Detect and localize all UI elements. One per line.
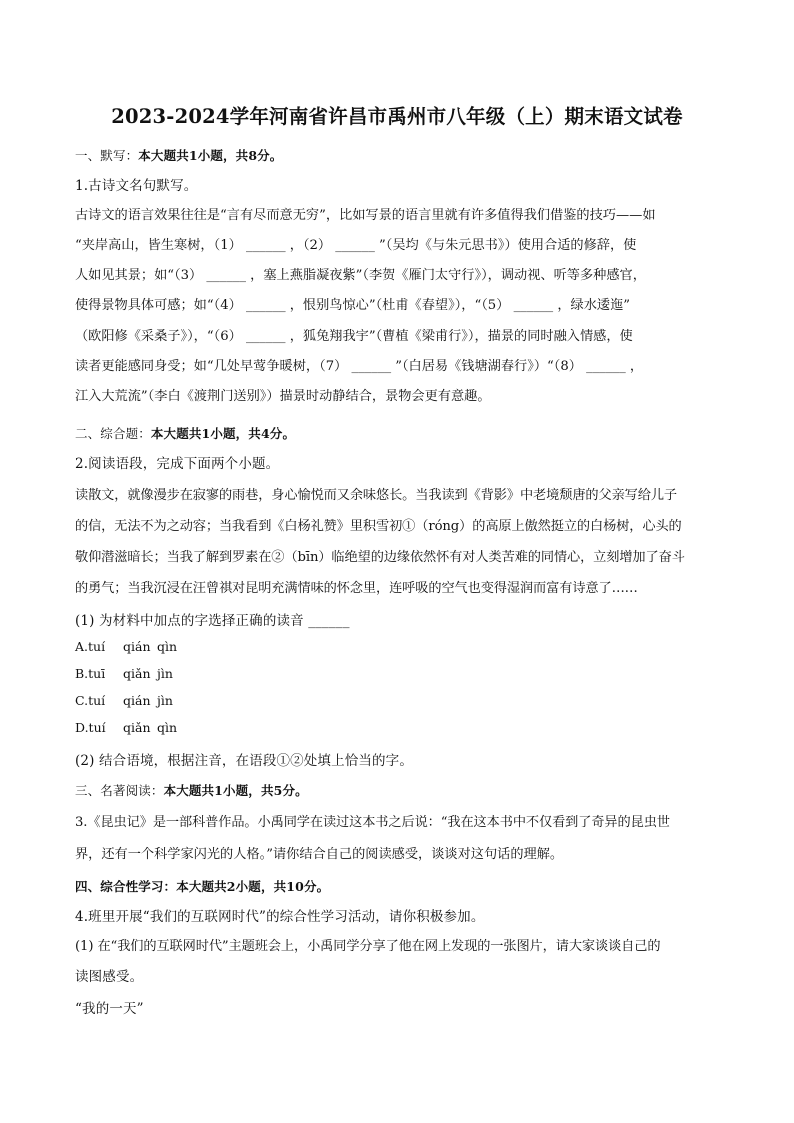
section-3-desc: 本大题共1小题，共5分。 [163,783,308,798]
q2-line-2: 的信，无法不为之动容；当我看到《白杨礼赞》里积雪初①（róng）的高原上傲然挺立的白杨树，心头的 [75,519,682,534]
q1-heading: 1.古诗文名句默写。 [75,178,198,194]
page-title: 2023-2024学年河南省许昌市禹州市八年级（上）期末语文试卷 [111,105,683,128]
option-d-3: qìn [157,720,178,735]
option-c-2: qián [123,693,151,708]
q2-heading: 2.阅读语段，完成下面两个小题。 [75,456,280,472]
option-a-1: A.tuí [75,639,106,654]
q1-line-7: 江入大荒流”（李白《渡荆门送别》）描景时动静结合，景物会更有意趣。 [75,389,491,404]
q1-line-6: 读者更能感同身受；如“几处早莺争暖树，（7） ______ ”（白居易《钱塘湖春行》）“（8） ______ ， [75,359,644,374]
q2-line-3: 敬仰潜滋暗长；当我了解到罗素在②（bīn）临绝望的边缘依然怀有对人类苦难的同情心，立刻增加了奋斗 [75,550,685,565]
option-a [75,638,177,656]
q4-sub1-line-1: (1) 在“我们的互联网时代”主题班会上，小禹同学分享了他在网上发现的一张图片，请大家谈谈自己的 [75,939,661,954]
section-3-label: 三、名著阅读： [75,783,164,798]
option-d-1: D.tuí [75,720,106,735]
q2-line-1: 读散文，就像漫步在寂寥的雨巷，身心愉悦而又余味悠长。当我读到《背影》中老境颓唐的父亲写给儿子 [75,488,678,503]
q4-heading: 4.班里开展“我们的互联网时代”的综合性学习活动，请你积极参加。 [75,909,485,925]
q1-line-3: 人如见其景；如“（3） ______ ，塞上燕脂凝夜紫”（李贺《雁门太守行》），调动视、听等多种感官， [75,268,646,283]
q1-line-1: 古诗文的语言效果往往是“言有尽而意无穷”，比如写景的语言里就有许多值得我们借鉴的技巧——如 [75,208,656,223]
section-2-label: 二、综合题： [75,426,151,441]
section-4-desc: 本大题共2小题，共10分。 [176,879,330,894]
section-2-header [75,424,725,444]
image-caption: “我的一天” [75,1001,144,1017]
option-a-3: qìn [157,639,178,654]
section-1-header [75,146,725,166]
option-a-2: qián [123,639,151,654]
q1-line-4: 使得景物具体可感；如“（4） ______ ，恨别鸟惊心”（杜甫《春望》），“（5） ______ ，绿水逶迤” [75,298,631,313]
option-b-3: jìn [157,666,173,681]
option-b [75,665,173,683]
option-b-1: B.tuī [75,666,106,681]
section-1-desc: 本大题共1小题，共8分。 [138,148,283,163]
option-c-1: C.tuí [75,693,106,708]
option-b-2: qiǎn [123,666,151,681]
option-c [75,692,173,710]
q3-line-2: 界，还有一个科学家闪光的人格。”请你结合自己的阅读感受，谈谈对这句话的理解。 [75,847,564,862]
q4-sub1-line-2: 读图感受。 [75,969,144,985]
q3-line-1: 3.《昆虫记》是一部科普作品。小禹同学在读过这本书之后说：“我在这本书中不仅看到了奇异的昆虫世 [75,815,670,830]
q2-sub1: (1) 为材料中加点的字选择正确的读音 ______ [75,613,350,629]
section-3-header [75,781,725,801]
option-c-3: jìn [157,693,173,708]
q2-line-4: 的勇气；当我沉浸在汪曾祺对昆明充满情味的怀念里，连呼吸的空气也变得湿润而富有诗意了…… [75,581,638,596]
section-2-desc: 本大题共1小题，共4分。 [150,426,296,441]
section-1-label: 一、默写： [75,148,139,163]
section-4-label: 四、综合性学习： [75,879,177,894]
option-d [75,719,177,737]
section-4-header [75,877,725,897]
q1-line-2: “夹岸高山，皆生寒树，（1） ______ ，（2） ______ ”（吴均《与朱元思书》）使用合适的修辞，使 [75,238,637,253]
q2-sub2: (2) 结合语境，根据注音，在语段①②处填上恰当的字。 [75,753,413,769]
q1-line-5: （欧阳修《采桑子》），“（6） ______ ，狐兔翔我宇”（曹植《梁甫行》），描景的同时融入情感，使 [75,329,633,344]
option-d-2: qiǎn [123,720,151,735]
